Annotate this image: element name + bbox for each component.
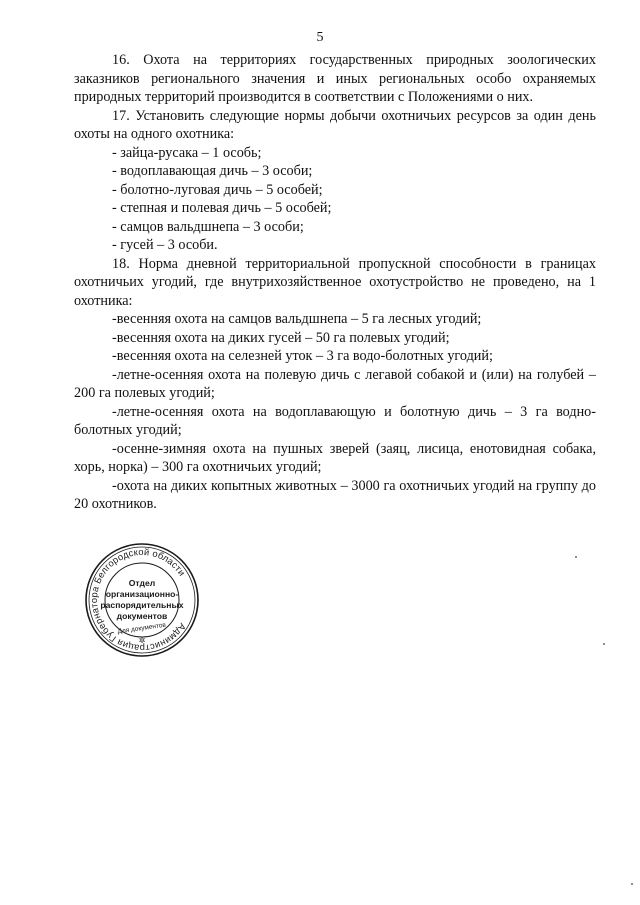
list-item: -охота на диких копытных животных – 3000 га охотничьих угодий на группу до 20 охотников. bbox=[74, 477, 596, 512]
list-item: - зайца-русака – 1 особь; bbox=[112, 144, 262, 161]
scan-speck bbox=[575, 556, 577, 558]
stamp-center-line-2: организационно- bbox=[105, 589, 179, 599]
snowflake-icon: ✲ bbox=[138, 636, 146, 645]
paragraph-17: 17. Установить следующие нормы добычи охотничьих ресурсов за один день охоты на одного охотника: bbox=[74, 107, 596, 142]
list-item: - гусей – 3 особи. bbox=[112, 237, 218, 253]
stamp-center-line-1: Отдел bbox=[128, 578, 156, 588]
stamp-center-line-4: документов bbox=[116, 611, 168, 621]
stamp-graphic bbox=[84, 542, 200, 658]
list-item: -весенняя охота на диких гусей – 50 га полевых угодий; bbox=[112, 329, 450, 346]
list-item: -летне-осенняя охота на полевую дичь с легавой собакой и (или) на голубей – 200 га полевых угодий; bbox=[74, 366, 596, 401]
paragraph-18: 18. Норма дневной территориальной пропускной способности в границах охотничьих угодий, где внутрихозяйственное охотустройство не проведено, на 1 охотника: bbox=[74, 255, 596, 309]
stamp-bottom-text: Для документов bbox=[117, 621, 167, 636]
list-item: -весенняя охота на селезней уток – 3 га водо-болотных угодий; bbox=[112, 348, 493, 364]
official-stamp bbox=[84, 542, 200, 658]
list-item: - водоплавающая дичь – 3 особи; bbox=[112, 163, 313, 179]
page-number: 5 bbox=[316, 30, 324, 45]
stamp-center-line-3: распорядительных bbox=[100, 600, 184, 610]
list-item: -осенне-зимняя охота на пушных зверей (заяц, лисица, енотовидная собака, хорь, норка) – 300 га охотничьих угодий; bbox=[74, 440, 596, 475]
document-body bbox=[74, 51, 596, 514]
list-item: - самцов вальдшнепа – 3 особи; bbox=[112, 218, 304, 235]
paragraph-16: 16. Охота на территориях государственных природных зоологических заказников регионального значения и иных региональных особо охраняемых природных территорий производится в соответствии с Положениями о них. bbox=[74, 52, 596, 105]
list-item: -летне-осенняя охота на водоплавающую и болотную дичь – 3 га водно-болотных угодий; bbox=[74, 403, 596, 438]
scan-speck bbox=[631, 883, 633, 885]
scan-speck bbox=[603, 643, 605, 645]
stamp-ring-text: Администрация Губернатора Белгородской области bbox=[88, 546, 188, 654]
list-item: -весенняя охота на самцов вальдшнепа – 5 га лесных угодий; bbox=[112, 311, 482, 327]
list-item: - болотно-луговая дичь – 5 особей; bbox=[112, 181, 323, 198]
list-item: - степная и полевая дичь – 5 особей; bbox=[112, 200, 332, 216]
